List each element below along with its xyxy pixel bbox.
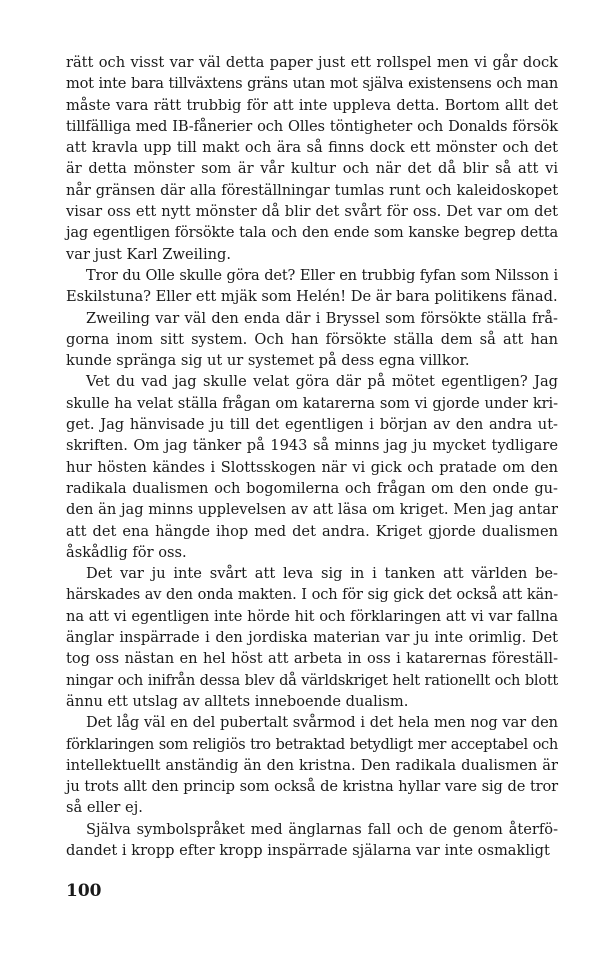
text-line: den än jag minns upplevelsen av att läsa om kriget. Men jag antar — [66, 501, 558, 519]
text-line: jag egentligen försökte tala och den ende som kanske begrep detta — [66, 224, 558, 242]
text-line: kunde spränga sig ut ur systemet på dess egna villkor. — [66, 352, 470, 370]
text-line: hur hösten kändes i Slottsskogen när vi gick och pratade om den — [66, 458, 558, 476]
text-line: förklaringen som religiös tro betraktad betydligt mer acceptabel och — [66, 735, 558, 753]
paragraph — [66, 371, 558, 563]
text-line: rätt och visst var väl detta paper just ett rollspel men vi går dock — [66, 54, 558, 71]
paragraph — [66, 52, 558, 265]
text-line: tillfälliga med IB-fånerier och Olles töntigheter och Donalds försök — [66, 117, 558, 135]
text-line: gorna inom sitt system. Och han försökte ställa dem så att han — [66, 330, 558, 348]
text-line: visar oss ett nytt mönster då blir det svårt för oss. Det var om det — [66, 203, 558, 221]
paragraph — [66, 712, 558, 818]
body-text — [66, 52, 558, 861]
text-line: Själva symbolspråket med änglarnas fall och de genom återfö- — [86, 820, 558, 838]
text-line: dandet i kropp efter kropp inspärrade själarna var inte osmakligt — [66, 841, 550, 859]
text-line: Eskilstuna? Eller ett mjäk som Helén! De är bara politikens fänad. — [66, 288, 558, 306]
text-line: når gränsen där alla föreställningar tumlas runt och kaleidoskopet — [66, 181, 558, 199]
text-line: att kravla upp till makt och ära så finns dock ett mönster och det — [66, 139, 558, 157]
text-line: ju trots allt den princip som också de kristna hyllar vare sig de tror — [66, 778, 558, 796]
text-line: skriften. Om jag tänker på 1943 så minns jag ju mycket tydligare — [66, 437, 558, 455]
text-line: get. Jag hänvisade ju till det egentligen i början av den andra ut- — [66, 416, 558, 434]
text-line: var just Karl Zweiling. — [66, 245, 232, 263]
paragraph — [66, 265, 558, 308]
paragraph — [66, 819, 558, 862]
text-line: Vet du vad jag skulle velat göra där på mötet egentligen? Jag — [86, 373, 558, 391]
text-line: så eller ej. — [66, 799, 143, 817]
text-line: intellektuellt anständig än den kristna. Den radikala dualismen är — [66, 756, 558, 774]
text-line: tog oss nästan en hel höst att arbeta in oss i katarernas föreställ- — [66, 650, 558, 668]
text-line: Zweiling var väl den enda där i Bryssel som försökte ställa frå- — [86, 309, 558, 327]
text-line: härskades av den onda makten. I och för sig gick det också att kän- — [66, 586, 558, 604]
text-line: är detta mönster som är vår kultur och när det då blir så att vi — [66, 160, 558, 178]
text-line: Det låg väl en del pubertalt svårmod i det hela men nog var den — [86, 714, 558, 732]
text-line: Tror du Olle skulle göra det? Eller en trubbig fyfan som Nilsson i — [86, 266, 558, 284]
text-line: åskådlig för oss. — [66, 543, 187, 561]
paragraph — [66, 563, 558, 712]
text-line: radikala dualismen och bogomilerna och frågan om den onde gu- — [66, 479, 558, 497]
text-line: ningar och inifrån dessa blev då världskriget helt rationellt och blott — [66, 671, 558, 689]
paragraph — [66, 308, 558, 372]
text-line: skulle ha velat ställa frågan om katarerna som vi gjorde under kri- — [66, 394, 558, 412]
text-line: änglar inspärrade i den jordiska materian var ju inte orimlig. Det — [66, 629, 558, 647]
text-line: Det var ju inte svårt att leva sig in i tanken att världen be- — [86, 565, 558, 583]
text-line: måste vara rätt trubbig för att inte uppleva detta. Bortom allt det — [66, 96, 558, 114]
text-line: mot inte bara tillväxtens gräns utan mot själva existensens och man — [66, 75, 558, 93]
text-line: na att vi egentligen inte hörde hit och förklaringen att vi var fallna — [66, 607, 558, 625]
text-line: ännu ett utslag av alltets inneboende dualism. — [66, 692, 409, 710]
text-line: att det ena hängde ihop med det andra. Kriget gjorde dualismen — [66, 522, 558, 540]
page-number: 100 — [66, 881, 102, 901]
